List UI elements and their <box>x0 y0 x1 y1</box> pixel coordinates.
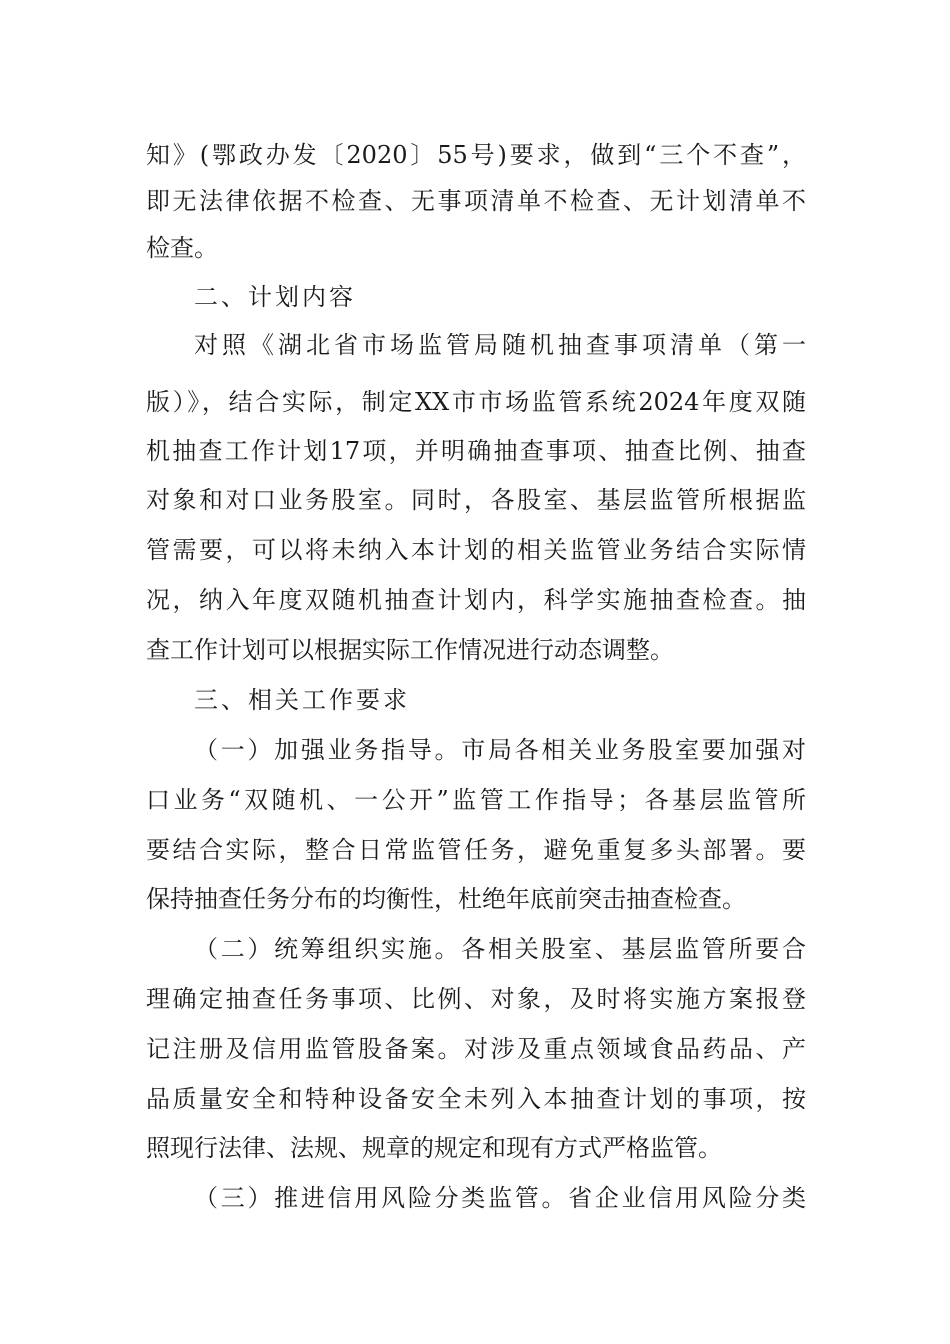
paragraph-line: 管需要，可以将未纳入本计划的相关监管业务结合实际情 <box>146 536 806 564</box>
paragraph-line: 知》(鄂政办发〔2020〕55号)要求，做到“三个不查”， <box>146 141 806 169</box>
paragraph-line: （一）加强业务指导。市局各相关业务股室要加强对 <box>194 736 806 764</box>
paragraph-line: 照现行法律、法规、规章的规定和现有方式严格监管。 <box>146 1134 722 1162</box>
paragraph-line: 对照《湖北省市场监管局随机抽查事项清单（第一 <box>194 331 806 359</box>
paragraph-line: 检查。 <box>146 234 218 262</box>
paragraph-line: （三）推进信用风险分类监管。省企业信用风险分类 <box>194 1184 806 1212</box>
paragraph-line: 保持抽查任务分布的均衡性，杜绝年底前突击抽查检查。 <box>146 885 746 913</box>
paragraph-line: 品质量安全和特种设备安全未列入本抽查计划的事项，按 <box>146 1085 806 1113</box>
paragraph-line: 即无法律依据不检查、无事项清单不检查、无计划清单不 <box>146 187 806 215</box>
paragraph-line: 机抽查工作计划17项，并明确抽查事项、抽查比例、抽查 <box>146 437 806 465</box>
section-heading: 三、相关工作要求 <box>194 686 410 714</box>
paragraph-line: （二）统筹组织实施。各相关股室、基层监管所要合 <box>194 935 806 963</box>
paragraph-line: 对象和对口业务股室。同时，各股室、基层监管所根据监 <box>146 486 806 514</box>
section-heading: 二、计划内容 <box>194 283 356 311</box>
paragraph-line: 查工作计划可以根据实际工作情况进行动态调整。 <box>146 636 674 664</box>
paragraph-line: 要结合实际，整合日常监管任务，避免重复多头部署。要 <box>146 836 806 864</box>
paragraph-line: 况，纳入年度双随机抽查计划内，科学实施抽查检查。抽 <box>146 586 806 614</box>
paragraph-line: 版）》，结合实际，制定XX市市场监管系统2024年度双随 <box>146 388 806 416</box>
paragraph-line: 口业务“双随机、一公开”监管工作指导；各基层监管所 <box>146 786 806 814</box>
paragraph-line: 记注册及信用监管股备案。对涉及重点领域食品药品、产 <box>146 1035 806 1063</box>
paragraph-line: 理确定抽查任务事项、比例、对象，及时将实施方案报登 <box>146 985 806 1013</box>
